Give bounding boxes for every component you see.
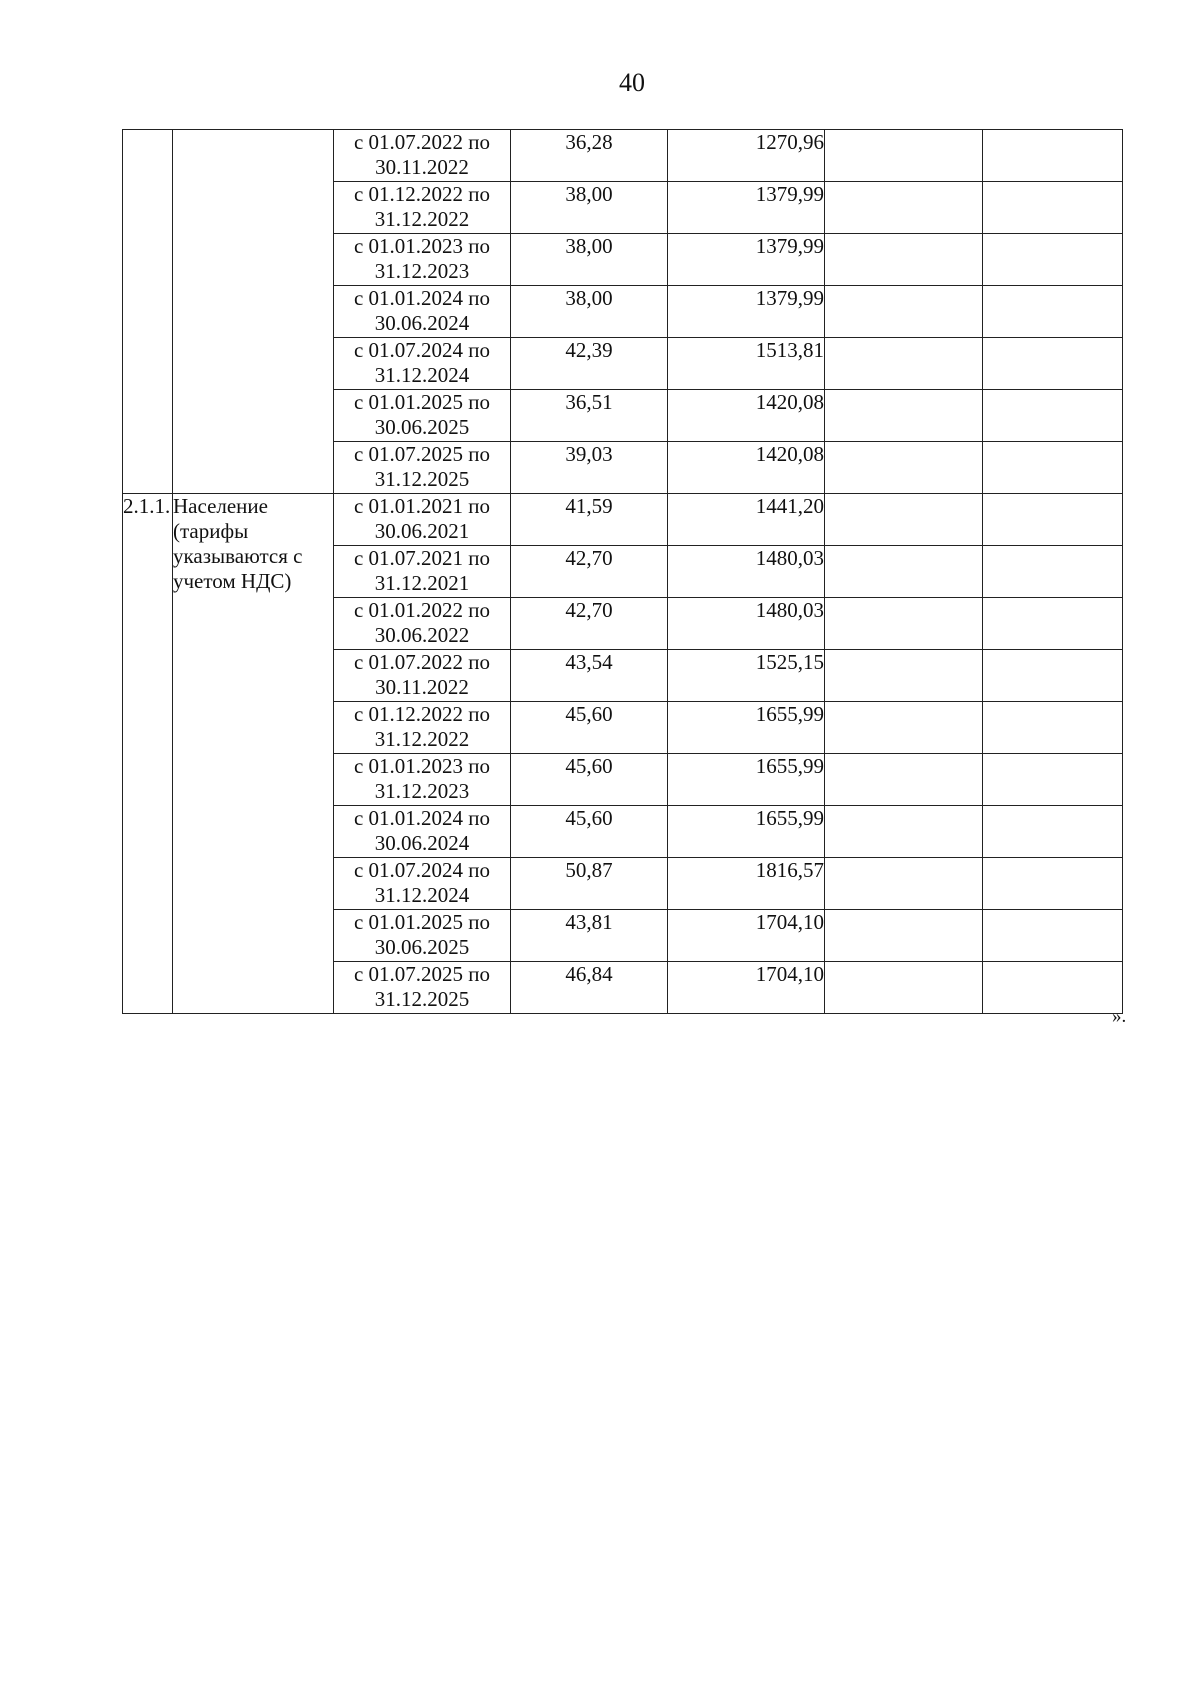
value2-cell: 1480,03 [668, 598, 825, 650]
empty-cell [983, 598, 1123, 650]
empty-cell [825, 442, 983, 494]
value1-cell: 43,54 [511, 650, 668, 702]
value2-cell: 1379,99 [668, 286, 825, 338]
empty-cell [983, 442, 1123, 494]
period-cell: с 01.07.2022 по 30.11.2022 [334, 650, 511, 702]
period-cell: с 01.07.2025 по 31.12.2025 [334, 442, 511, 494]
value2-cell: 1379,99 [668, 182, 825, 234]
value2-cell: 1655,99 [668, 754, 825, 806]
period-cell: с 01.01.2024 по 30.06.2024 [334, 806, 511, 858]
value2-cell: 1525,15 [668, 650, 825, 702]
empty-cell [825, 650, 983, 702]
period-cell: с 01.01.2024 по 30.06.2024 [334, 286, 511, 338]
table-row [123, 130, 1123, 182]
empty-cell [825, 806, 983, 858]
empty-cell [825, 858, 983, 910]
value1-cell: 42,70 [511, 546, 668, 598]
value1-cell: 38,00 [511, 182, 668, 234]
empty-cell [825, 494, 983, 546]
value2-cell: 1480,03 [668, 546, 825, 598]
period-cell: с 01.12.2022 по 31.12.2022 [334, 182, 511, 234]
closing-quote: ». [1112, 1006, 1127, 1027]
empty-cell [983, 806, 1123, 858]
period-cell: с 01.07.2024 по 31.12.2024 [334, 338, 511, 390]
empty-cell [983, 390, 1123, 442]
page-number: 40 [619, 68, 645, 97]
empty-cell [825, 130, 983, 182]
empty-cell [825, 754, 983, 806]
empty-cell [825, 234, 983, 286]
empty-cell [825, 286, 983, 338]
empty-cell [983, 182, 1123, 234]
value1-cell: 41,59 [511, 494, 668, 546]
row-number-cell [123, 130, 173, 494]
empty-cell [825, 962, 983, 1014]
period-cell: с 01.01.2023 по 31.12.2023 [334, 234, 511, 286]
row-number-cell: 2.1.1. [123, 494, 173, 1014]
empty-cell [983, 130, 1123, 182]
value1-cell: 50,87 [511, 858, 668, 910]
empty-cell [983, 754, 1123, 806]
value1-cell: 42,70 [511, 598, 668, 650]
empty-cell [825, 182, 983, 234]
value1-cell: 45,60 [511, 754, 668, 806]
empty-cell [983, 910, 1123, 962]
table-row [123, 494, 1123, 546]
period-cell: с 01.01.2021 по 30.06.2021 [334, 494, 511, 546]
value2-cell: 1420,08 [668, 390, 825, 442]
empty-cell [983, 494, 1123, 546]
period-cell: с 01.12.2022 по 31.12.2022 [334, 702, 511, 754]
value1-cell: 45,60 [511, 806, 668, 858]
category-cell [173, 130, 334, 494]
empty-cell [825, 702, 983, 754]
period-cell: с 01.07.2025 по 31.12.2025 [334, 962, 511, 1014]
empty-cell [825, 598, 983, 650]
value1-cell: 38,00 [511, 234, 668, 286]
value1-cell: 38,00 [511, 286, 668, 338]
value2-cell: 1441,20 [668, 494, 825, 546]
value2-cell: 1513,81 [668, 338, 825, 390]
value2-cell: 1704,10 [668, 962, 825, 1014]
value1-cell: 46,84 [511, 962, 668, 1014]
category-cell: Население (тарифы указываются с учетом НДС) [173, 494, 334, 1014]
value2-cell: 1420,08 [668, 442, 825, 494]
value1-cell: 45,60 [511, 702, 668, 754]
empty-cell [983, 234, 1123, 286]
value2-cell: 1816,57 [668, 858, 825, 910]
value1-cell: 36,28 [511, 130, 668, 182]
value1-cell: 36,51 [511, 390, 668, 442]
value1-cell: 43,81 [511, 910, 668, 962]
value1-cell: 42,39 [511, 338, 668, 390]
value2-cell: 1655,99 [668, 702, 825, 754]
value1-cell: 39,03 [511, 442, 668, 494]
empty-cell [825, 390, 983, 442]
value2-cell: 1270,96 [668, 130, 825, 182]
empty-cell [983, 338, 1123, 390]
empty-cell [983, 962, 1123, 1014]
empty-cell [825, 338, 983, 390]
empty-cell [825, 546, 983, 598]
empty-cell [983, 858, 1123, 910]
period-cell: с 01.07.2022 по 30.11.2022 [334, 130, 511, 182]
empty-cell [983, 702, 1123, 754]
period-cell: с 01.01.2022 по 30.06.2022 [334, 598, 511, 650]
value2-cell: 1655,99 [668, 806, 825, 858]
period-cell: с 01.07.2021 по 31.12.2021 [334, 546, 511, 598]
empty-cell [983, 286, 1123, 338]
value2-cell: 1379,99 [668, 234, 825, 286]
period-cell: с 01.07.2024 по 31.12.2024 [334, 858, 511, 910]
value2-cell: 1704,10 [668, 910, 825, 962]
empty-cell [825, 910, 983, 962]
period-cell: с 01.01.2025 по 30.06.2025 [334, 390, 511, 442]
period-cell: с 01.01.2025 по 30.06.2025 [334, 910, 511, 962]
tariff-table [122, 129, 1123, 1014]
empty-cell [983, 546, 1123, 598]
empty-cell [983, 650, 1123, 702]
tariff-table-body [123, 130, 1123, 1014]
period-cell: с 01.01.2023 по 31.12.2023 [334, 754, 511, 806]
